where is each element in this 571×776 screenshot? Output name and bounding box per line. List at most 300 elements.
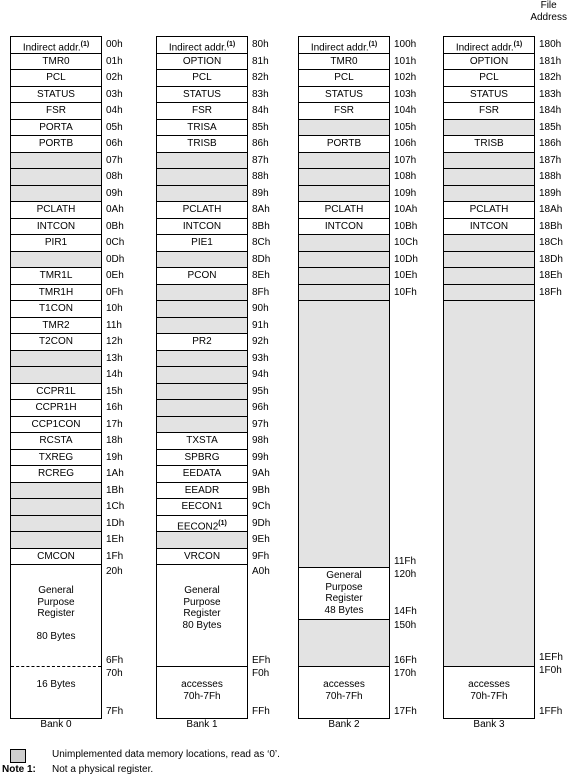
register-address: 8Ah	[252, 204, 270, 215]
register-address: 180h	[539, 39, 562, 50]
unimplemented-register	[444, 120, 534, 137]
register-cell	[11, 318, 101, 335]
register-name: PORTB	[326, 138, 362, 149]
register-name: Indirect addr.	[168, 42, 227, 54]
register-cell	[444, 219, 534, 236]
register-cell	[299, 54, 389, 71]
register-cell	[11, 70, 101, 87]
register-cell	[157, 334, 247, 351]
register-address: 9Eh	[252, 534, 270, 545]
unimplemented-register	[11, 351, 101, 368]
unimplemented-register	[157, 186, 247, 203]
register-address: 105h	[394, 121, 417, 133]
unimplemented-register	[157, 417, 247, 434]
register-address: 90h	[252, 303, 269, 314]
register-address: 14h	[106, 369, 123, 380]
register-address: 18Ah	[539, 204, 563, 215]
register-address: 1Ch	[106, 501, 125, 512]
register-cell	[299, 103, 389, 120]
common-ram-block: 16 Bytes	[36, 679, 76, 690]
register-address: 04h	[106, 105, 123, 116]
register-cell	[444, 103, 534, 120]
register-name: FSR	[479, 105, 499, 116]
unimplemented-register	[157, 252, 247, 269]
register-cell	[444, 202, 534, 219]
register-name: INTCON	[324, 220, 364, 232]
register-name: PCLATH	[36, 204, 76, 215]
unimplemented-register	[11, 516, 101, 533]
register-cell	[157, 54, 247, 71]
unimplemented-register	[157, 285, 247, 302]
register-cell	[157, 466, 247, 483]
register-name: Indirect addr.	[310, 42, 369, 54]
block-address: 16Fh	[394, 655, 417, 666]
register-name: CMCON	[37, 550, 75, 562]
header-line1: File	[540, 0, 557, 11]
register-address: 80h	[252, 39, 269, 50]
register-address: 94h	[252, 369, 269, 380]
register-address: 18Eh	[539, 270, 563, 281]
register-cell	[299, 70, 389, 87]
block-address: 170h	[394, 668, 417, 679]
register-cell	[11, 136, 101, 153]
unimplemented-register	[11, 367, 101, 384]
unimplemented-register	[157, 169, 247, 186]
register-address: 0Ch	[106, 237, 125, 248]
bank-label: Bank 0	[40, 719, 72, 730]
register-address: 18Fh	[539, 286, 562, 298]
unimplemented-register	[11, 252, 101, 269]
unimplemented-register	[157, 400, 247, 417]
register-name: INTCON	[469, 220, 509, 232]
bank-3	[443, 36, 535, 719]
block-address: EFh	[252, 655, 271, 666]
register-cell	[11, 384, 101, 401]
register-address: 05h	[106, 121, 123, 133]
register-name: PCON	[187, 270, 217, 281]
unimplemented-register	[11, 186, 101, 203]
register-address: 1Bh	[106, 484, 124, 496]
register-address: 185h	[539, 121, 562, 133]
register-cell	[299, 219, 389, 236]
register-cell	[11, 87, 101, 104]
register-address: 92h	[252, 336, 269, 347]
register-cell	[11, 235, 101, 252]
register-name: TXSTA	[186, 435, 218, 446]
footnote-ref: (1)	[513, 41, 523, 48]
unimplemented-register	[11, 483, 101, 500]
unimplemented-register	[11, 153, 101, 170]
register-address: 108h	[394, 171, 417, 182]
register-address: 8Bh	[252, 220, 270, 232]
register-cell	[157, 202, 247, 219]
register-address: 19h	[106, 451, 123, 463]
register-address: 86h	[252, 138, 269, 149]
register-address: 83h	[252, 88, 269, 100]
header-line2: Address	[530, 12, 567, 23]
register-address: 9Bh	[252, 484, 270, 496]
register-address: 10Dh	[394, 253, 418, 265]
register-name: CCP1CON	[31, 418, 81, 430]
register-address: 109h	[394, 187, 417, 199]
bank-2	[298, 36, 390, 719]
footnote-ref: (1)	[80, 41, 90, 48]
block-address: 6Fh	[106, 655, 124, 666]
register-name: PCL	[192, 72, 212, 83]
register-address: 12h	[106, 336, 123, 347]
register-cell	[157, 499, 247, 516]
register-name: SPBRG	[184, 451, 220, 463]
footnote-ref: (1)	[218, 519, 227, 527]
register-name: TMR1H	[38, 286, 74, 298]
register-name: FSR	[192, 105, 212, 116]
register-address: 17h	[106, 418, 123, 430]
unimplemented-swatch	[10, 749, 26, 763]
common-ram-block: accesses 70h-7Fh	[468, 679, 510, 702]
register-cell	[299, 87, 389, 104]
register-name: PIR1	[44, 237, 68, 248]
block-address: 7Fh	[106, 706, 124, 717]
bank-3-column	[443, 36, 535, 719]
register-address: 88h	[252, 171, 269, 182]
register-address: 103h	[394, 88, 417, 100]
register-cell	[444, 87, 534, 104]
register-cell	[11, 202, 101, 219]
register-name: TRISA	[187, 121, 217, 133]
register-cell	[299, 202, 389, 219]
block-address: FFh	[252, 706, 270, 717]
register-cell	[157, 87, 247, 104]
register-name: Indirect addr.	[22, 42, 81, 54]
register-cell	[444, 136, 534, 153]
register-name: FSR	[46, 105, 66, 116]
register-address: 18Bh	[539, 220, 563, 232]
register-address: 184h	[539, 105, 562, 116]
unimplemented-register	[157, 367, 247, 384]
register-name: TRISB	[187, 138, 217, 149]
register-name: PORTB	[38, 138, 74, 149]
register-address: 10h	[106, 303, 123, 314]
register-address: 11h	[106, 319, 122, 331]
unimplemented-register	[11, 532, 101, 549]
register-address: 10Fh	[394, 286, 417, 298]
footnote-ref: (1)	[226, 41, 236, 48]
unimplemented-register	[299, 252, 389, 269]
footnote-ref: (1)	[368, 41, 378, 48]
register-address: 182h	[539, 72, 562, 83]
register-cell	[11, 268, 101, 285]
register-address: 187h	[539, 154, 562, 166]
unimplemented-register	[11, 499, 101, 516]
register-cell	[11, 549, 101, 566]
block-address: 17Fh	[394, 706, 417, 717]
block-address: 1FFh	[539, 706, 563, 717]
register-cell	[157, 483, 247, 500]
register-address: 183h	[539, 88, 562, 100]
register-cell	[157, 103, 247, 120]
common-ram-block: accesses 70h-7Fh	[323, 679, 365, 702]
register-name: Indirect addr.	[455, 42, 514, 54]
register-address: 0Fh	[106, 286, 124, 298]
register-name: TMR1L	[39, 270, 73, 281]
register-cell	[299, 136, 389, 153]
unimplemented-register	[444, 153, 534, 170]
bank-0	[10, 36, 102, 719]
register-cell	[11, 120, 101, 137]
block-address: 14Fh	[394, 606, 417, 617]
register-address: 18h	[106, 435, 123, 446]
bank-2-column	[298, 36, 390, 719]
register-name: EEDATA	[182, 468, 222, 479]
unimplemented-register	[11, 169, 101, 186]
register-name: EECON1	[181, 501, 223, 512]
register-cell	[157, 268, 247, 285]
unimplemented-register	[299, 186, 389, 203]
register-address: 18Dh	[539, 253, 563, 265]
register-address: 10Eh	[394, 270, 418, 281]
block-address: F0h	[252, 668, 270, 679]
register-name: EECON2	[177, 520, 219, 532]
block-address: 150h	[394, 620, 417, 631]
register-address: 9Ch	[252, 501, 271, 512]
note-text: Not a physical register.	[52, 764, 154, 775]
register-address: 188h	[539, 171, 562, 182]
register-cell	[11, 301, 101, 318]
register-name: RCSTA	[39, 435, 73, 446]
unimplemented-register	[157, 532, 247, 549]
register-name: TRISB	[474, 138, 504, 149]
unimplemented-register	[157, 351, 247, 368]
register-address: 93h	[252, 352, 269, 364]
general-purpose-register-block: General Purpose Register 48 Bytes	[299, 568, 389, 620]
register-address: 9Dh	[252, 517, 271, 529]
register-address: 9Ah	[252, 468, 270, 479]
register-name: T1CON	[39, 303, 73, 314]
register-address: 1Ah	[106, 468, 124, 479]
unimplemented-register	[157, 318, 247, 335]
common-ram-block: accesses 70h-7Fh	[181, 679, 223, 702]
register-address: 104h	[394, 105, 417, 116]
register-name: STATUS	[325, 88, 363, 100]
register-address: 82h	[252, 72, 269, 83]
register-name: OPTION	[182, 55, 222, 67]
register-name: CCPR1L	[36, 385, 76, 397]
register-address: 0Bh	[106, 220, 124, 232]
register-cell	[11, 219, 101, 236]
register-address: 09h	[106, 187, 123, 199]
register-address: 16h	[106, 402, 123, 413]
register-cell	[157, 450, 247, 467]
register-cell	[11, 54, 101, 71]
register-address: 01h	[106, 55, 123, 67]
unimplemented-register	[444, 268, 534, 285]
bank-0-column	[10, 36, 102, 719]
register-address: 8Fh	[252, 286, 270, 298]
register-address: 18Ch	[539, 237, 563, 248]
register-address: 0Ah	[106, 204, 124, 215]
register-address: 08h	[106, 171, 123, 182]
register-address: 10Bh	[394, 220, 418, 232]
unimplemented-register	[299, 153, 389, 170]
register-address: 181h	[539, 55, 562, 67]
register-name: PR2	[192, 336, 212, 347]
register-address: 00h	[106, 39, 123, 50]
unimplemented-register	[157, 153, 247, 170]
register-address: 8Ch	[252, 237, 271, 248]
register-address: 1Dh	[106, 517, 125, 529]
register-address: 10Ah	[394, 204, 418, 215]
register-address: 06h	[106, 138, 123, 149]
register-address: 89h	[252, 187, 269, 199]
register-name: STATUS	[37, 88, 75, 100]
register-cell	[11, 450, 101, 467]
register-address: 8Dh	[252, 253, 271, 265]
block-address: 70h	[106, 668, 123, 679]
register-name: PCL	[479, 72, 499, 83]
register-name: CCPR1H	[35, 402, 77, 413]
register-address: 95h	[252, 385, 269, 397]
register-cell	[157, 235, 247, 252]
unimplemented-register	[157, 301, 247, 318]
register-name: VRCON	[183, 550, 221, 562]
bank-1	[156, 36, 248, 719]
register-address: 15h	[106, 385, 123, 397]
block-address: A0h	[252, 566, 270, 577]
register-cell	[299, 37, 389, 54]
unimplemented-register	[444, 235, 534, 252]
register-name: EEADR	[184, 484, 220, 496]
block-address: 20h	[106, 566, 123, 577]
register-cell	[11, 466, 101, 483]
register-address: 1Fh	[106, 550, 124, 562]
register-name: STATUS	[470, 88, 508, 100]
register-cell	[157, 549, 247, 566]
register-address: 1Eh	[106, 534, 124, 545]
register-address: 97h	[252, 418, 269, 430]
register-name: TMR2	[42, 319, 70, 331]
register-address: 102h	[394, 72, 417, 83]
bank-label: Bank 2	[328, 719, 360, 730]
register-name: INTCON	[182, 220, 222, 232]
unimplemented-register	[157, 384, 247, 401]
register-name: OPTION	[469, 55, 509, 67]
register-cell	[444, 54, 534, 71]
register-name: TMR0	[330, 55, 358, 67]
register-address: 10Ch	[394, 237, 418, 248]
register-cell	[11, 285, 101, 302]
file-address-header	[530, 0, 567, 24]
register-cell	[11, 334, 101, 351]
register-cell	[157, 516, 247, 533]
bank-label: Bank 3	[473, 719, 505, 730]
register-cell	[444, 37, 534, 54]
block-address: 1F0h	[539, 665, 562, 676]
register-cell	[157, 37, 247, 54]
register-name: PCL	[334, 72, 354, 83]
unimplemented-register	[444, 169, 534, 186]
register-cell	[157, 120, 247, 137]
register-address: 81h	[252, 55, 269, 67]
unimplemented-region	[444, 301, 534, 667]
register-address: 07h	[106, 154, 123, 166]
legend-text: Unimplemented data memory locations, read as ‘0’.	[52, 749, 280, 760]
register-address: 91h	[252, 319, 269, 331]
unimplemented-register	[299, 120, 389, 137]
register-address: 106h	[394, 138, 417, 149]
register-address: 13h	[106, 352, 123, 364]
register-name: TXREG	[38, 451, 74, 463]
unimplemented-region	[299, 301, 389, 568]
register-address: 98h	[252, 435, 269, 446]
register-address: 101h	[394, 55, 417, 67]
register-cell	[157, 136, 247, 153]
register-name: INTCON	[36, 220, 76, 232]
block-address: 1EFh	[539, 652, 563, 663]
register-name: TMR0	[42, 55, 70, 67]
note-label: Note 1:	[2, 764, 36, 775]
register-address: 0Dh	[106, 253, 125, 265]
block-address: 120h	[394, 569, 417, 580]
general-purpose-register-block: General Purpose Register 80 Bytes	[36, 585, 76, 642]
unimplemented-register	[444, 186, 534, 203]
register-name: PIE1	[191, 237, 213, 248]
register-cell	[11, 400, 101, 417]
register-cell	[444, 70, 534, 87]
register-address: 189h	[539, 187, 562, 199]
register-name: PCLATH	[324, 204, 364, 215]
register-cell	[157, 219, 247, 236]
register-address: 107h	[394, 154, 417, 166]
register-address: 96h	[252, 402, 269, 413]
unimplemented-register	[444, 285, 534, 302]
unimplemented-register	[299, 268, 389, 285]
register-address: 03h	[106, 88, 123, 100]
register-cell	[157, 433, 247, 450]
unimplemented-register	[299, 235, 389, 252]
register-cell	[11, 433, 101, 450]
register-name: PCLATH	[182, 204, 222, 215]
unimplemented-region	[299, 620, 389, 667]
register-name: STATUS	[183, 88, 221, 100]
register-address: 9Fh	[252, 550, 270, 562]
register-cell	[11, 103, 101, 120]
register-address: 84h	[252, 105, 269, 116]
bank-1-column	[156, 36, 248, 719]
unimplemented-register	[299, 285, 389, 302]
block-address: 11Fh	[394, 556, 417, 567]
register-cell	[157, 70, 247, 87]
register-name: RCREG	[37, 468, 75, 479]
register-cell	[11, 417, 101, 434]
register-address: 0Eh	[106, 270, 124, 281]
register-address: 87h	[252, 154, 269, 166]
unimplemented-register	[299, 169, 389, 186]
register-name: PCL	[46, 72, 66, 83]
register-address: 85h	[252, 121, 269, 133]
general-purpose-register-block: General Purpose Register 80 Bytes	[157, 565, 247, 667]
register-name: PCLATH	[469, 204, 509, 215]
register-address: 8Eh	[252, 270, 270, 281]
register-address: 02h	[106, 72, 123, 83]
register-name: T2CON	[39, 336, 73, 347]
register-cell	[11, 37, 101, 54]
unimplemented-register	[444, 252, 534, 269]
register-address: 99h	[252, 451, 269, 463]
bank-label: Bank 1	[186, 719, 218, 730]
register-name: PORTA	[39, 121, 73, 133]
register-name: FSR	[334, 105, 354, 116]
register-address: 100h	[394, 39, 417, 50]
